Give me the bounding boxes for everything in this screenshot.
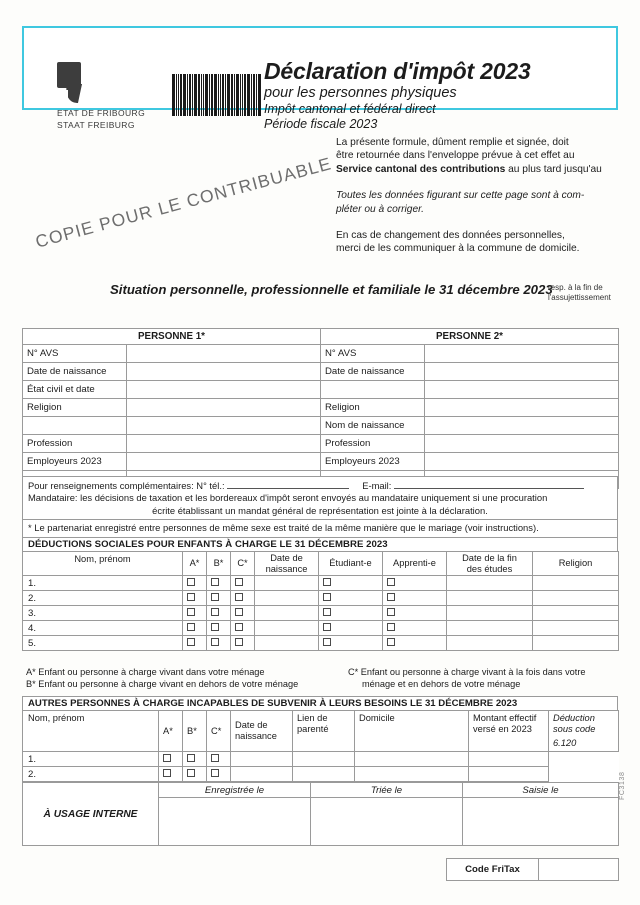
contact-line [28,479,612,492]
child-checkbox-a-1[interactable] [183,591,207,606]
au-header-rel-l2: parenté [297,724,329,734]
autres-relation-0[interactable] [293,752,355,767]
child-enddate-2[interactable] [447,606,533,621]
mandataire-line1: Mandataire: les décisions de taxation et les bordereaux d'impôt seront envoyés au mandataire uniquement si une procuration [28,492,548,504]
person1-label-6: Employeurs 2023 [23,453,127,471]
person2-label-3: Religion [321,399,425,417]
checkbox-icon[interactable] [187,608,195,616]
table-row [23,636,619,651]
intro-p1-l1: La présente formule, dûment remplie et signée, doit [336,137,569,148]
checkbox-icon[interactable] [323,578,331,586]
child-checkbox-student-0[interactable] [319,576,383,591]
persons-row [23,435,619,453]
ch-header-end-studies [447,552,533,576]
au-header-amount-l1: Montant effectif [473,713,537,723]
legend-left [26,666,298,691]
fritax-input[interactable] [539,859,619,881]
checkbox-icon[interactable] [211,608,219,616]
person1-label-1: Date de naissance [23,363,127,381]
partnership-footnote: * Le partenariat enregistré entre personnes de même sexe est traité de la même manière que le mariage (voir instructions). [23,520,618,537]
person2-field-0[interactable] [425,345,619,363]
child-checkbox-a-0[interactable] [183,576,207,591]
child-religion-2[interactable] [533,606,619,621]
person2-field-4[interactable] [425,417,619,435]
autres-checkbox-b-0[interactable] [183,752,207,767]
child-checkbox-b-3[interactable] [207,621,231,636]
checkbox-icon[interactable] [387,638,395,646]
child-row-number-1[interactable]: 2. [23,591,183,606]
logo-text-de: STAAT FREIBURG [57,120,135,130]
intro-p2-l1: Toutes les données figurant sur cette page sont à com- [336,190,585,202]
checkbox-icon[interactable] [323,623,331,631]
internal-col-entered: Saisie le [463,783,619,798]
child-checkbox-apprentice-1[interactable] [383,591,447,606]
person1-field-2[interactable] [127,381,321,399]
persons-row [23,417,619,435]
person1-field-6[interactable] [127,453,321,471]
person1-field-5[interactable] [127,435,321,453]
person2-label-0: N° AVS [321,345,425,363]
person1-label-3: Religion [23,399,127,417]
person1-field-1[interactable] [127,363,321,381]
checkbox-icon[interactable] [163,754,171,762]
persons-header-row [23,329,619,345]
notes-cell [23,477,618,520]
autres-birthdate-1[interactable] [231,767,293,782]
legend-right [348,666,586,691]
checkbox-icon[interactable] [235,578,243,586]
intro-p1-l3 [336,163,624,176]
table-row [23,767,619,782]
child-religion-4[interactable] [533,636,619,651]
au-header-rel-l1: Lien de [297,713,328,723]
mandataire-line2: écrite établissant un mandat général de représentation est jointe à la déclaration. [152,504,488,516]
person2-header: PERSONNE 2* [321,329,619,345]
persons-row [23,453,619,471]
child-enddate-1[interactable] [447,591,533,606]
autres-checkbox-a-1[interactable] [159,767,183,782]
contact-notes-block [22,476,618,538]
checkbox-icon[interactable] [211,578,219,586]
au-header-domicile: Domicile [355,711,469,752]
person2-field-1[interactable] [425,363,619,381]
section-note-l2: l'assujettissement [548,292,611,302]
child-checkbox-c-2[interactable] [231,606,255,621]
persons-row [23,381,619,399]
child-birthdate-2[interactable] [255,606,319,621]
checkbox-icon[interactable] [235,608,243,616]
au-header-c: C* [207,711,231,752]
person1-label-4 [23,417,127,435]
child-checkbox-c-0[interactable] [231,576,255,591]
autres-table [22,710,619,782]
checkbox-icon[interactable] [163,769,171,777]
header-titles [264,58,531,132]
checkbox-icon[interactable] [187,638,195,646]
barcode [172,74,262,116]
child-enddate-3[interactable] [447,621,533,636]
persons-row [23,399,619,417]
child-birthdate-3[interactable] [255,621,319,636]
checkbox-icon[interactable] [211,623,219,631]
child-checkbox-student-2[interactable] [319,606,383,621]
intro-p3-l2: merci de les communiquer à la commune de domicile. [336,243,580,255]
autres-birthdate-0[interactable] [231,752,293,767]
autres-domicile-1[interactable] [355,767,469,782]
au-header-amount [469,711,549,752]
email-label: E-mail: [362,480,392,491]
child-birthdate-0[interactable] [255,576,319,591]
internal-field-registered[interactable] [159,798,311,846]
person2-field-3[interactable] [425,399,619,417]
ch-header-birth-l2: naissance [265,563,308,574]
page-title: Déclaration d'impôt 2023 [264,58,531,84]
au-header-a: A* [159,711,183,752]
checkbox-icon[interactable] [323,593,331,601]
ch-header-religion: Religion [533,552,619,576]
child-checkbox-student-4[interactable] [319,636,383,651]
ch-header-birth-l1: Date de [270,552,303,563]
child-checkbox-apprentice-0[interactable] [383,576,447,591]
internal-field-sorted[interactable] [311,798,463,846]
autres-row-number-0[interactable]: 1. [23,752,159,767]
phone-input[interactable] [227,479,349,489]
child-checkbox-student-1[interactable] [319,591,383,606]
checkbox-icon[interactable] [211,593,219,601]
checkbox-icon[interactable] [187,623,195,631]
autres-relation-1[interactable] [293,767,355,782]
child-checkbox-b-1[interactable] [207,591,231,606]
autres-section-title: AUTRES PERSONNES À CHARGE INCAPABLES DE SUBVENIR À LEURS BESOINS LE 31 DÉCEMBRE 2023 [23,697,618,711]
autres-row-number-1[interactable]: 2. [23,767,159,782]
deduction-l2: sous code [553,724,596,734]
child-row-number-3[interactable]: 4. [23,621,183,636]
table-row [23,752,619,767]
checkbox-icon[interactable] [387,608,395,616]
internal-col-sorted: Triée le [311,783,463,798]
child-birthdate-4[interactable] [255,636,319,651]
header-banner [22,26,618,131]
autres-section-header [22,696,618,711]
children-section-title: DÉDUCTIONS SOCIALES POUR ENFANTS À CHARGE LE 31 DÉCEMBRE 2023 [23,538,618,552]
phone-label: Pour renseignements complémentaires: N° tél.: [28,480,225,491]
person2-label-6: Employeurs 2023 [321,453,425,471]
intro-p1-l3-rest: au plus tard jusqu'au [505,163,602,175]
children-section-header [22,537,618,552]
section-note [548,283,638,302]
child-religion-3[interactable] [533,621,619,636]
person2-label-5: Profession [321,435,425,453]
logo-text-fr: ETAT DE FRIBOURG [57,108,146,118]
table-row [23,606,619,621]
checkbox-icon[interactable] [387,593,395,601]
children-table [22,551,619,651]
person1-label-0: N° AVS [23,345,127,363]
person2-label-4: Nom de naissance [321,417,425,435]
ch-header-birth [255,552,319,576]
child-enddate-0[interactable] [447,576,533,591]
intro-text [336,136,624,256]
ch-header-end-l2: des études [466,563,513,574]
autres-amount-0[interactable] [469,752,549,767]
child-religion-0[interactable] [533,576,619,591]
checkbox-icon[interactable] [187,578,195,586]
autres-checkbox-a-0[interactable] [159,752,183,767]
service-name: Service cantonal des contributions [336,163,506,175]
deduction-code-cell [549,711,619,752]
au-header-b: B* [183,711,207,752]
intro-p2-l2: pléter ou à corriger. [336,203,424,215]
person1-field-4[interactable] [127,417,321,435]
au-header-relation [293,711,355,752]
person2-label-1: Date de naissance [321,363,425,381]
page-subtitle: pour les personnes physiques [264,85,457,101]
ch-header-student: Étudiant-e [319,552,383,576]
fritax-table [446,858,619,881]
autres-checkbox-b-1[interactable] [183,767,207,782]
checkbox-icon[interactable] [323,608,331,616]
section-title: Situation personnelle, professionnelle et familiale le 31 décembre 2023 [110,282,553,297]
checkbox-icon[interactable] [187,593,195,601]
table-row [23,591,619,606]
autres-amount-1[interactable] [469,767,549,782]
deduction-l3: 6.120 [553,738,577,748]
child-checkbox-b-2[interactable] [207,606,231,621]
autres-domicile-0[interactable] [355,752,469,767]
au-header-birth-l2: naissance [235,731,277,741]
ch-header-apprentice: Apprenti-e [383,552,447,576]
child-checkbox-apprentice-3[interactable] [383,621,447,636]
copy-stamp: COPIE POUR LE CONTRIBUABLE [33,153,334,252]
deduction-l1: Déduction [553,713,595,723]
child-birthdate-1[interactable] [255,591,319,606]
persons-row [23,363,619,381]
ch-header-c: C* [231,552,255,576]
checkbox-icon[interactable] [387,623,395,631]
fritax-label: Code FriTax [447,859,539,881]
ch-header-end-l1: Date de la fin [462,552,517,563]
fiscal-period-line: Période fiscale 2023 [264,117,378,131]
ch-header-a: A* [183,552,207,576]
person1-header: PERSONNE 1* [23,329,321,345]
intro-p3-l1: En cas de changement des données personnelles, [336,230,565,242]
person2-field-6[interactable] [425,453,619,471]
child-enddate-4[interactable] [447,636,533,651]
checkbox-icon[interactable] [187,769,195,777]
child-checkbox-apprentice-4[interactable] [383,636,447,651]
child-checkbox-a-3[interactable] [183,621,207,636]
child-checkbox-student-3[interactable] [319,621,383,636]
checkbox-icon[interactable] [323,638,331,646]
person2-field-5[interactable] [425,435,619,453]
table-row [23,621,619,636]
autres-checkbox-c-1[interactable] [207,767,231,782]
form-code: FC3138 [619,771,626,800]
person1-field-0[interactable] [127,345,321,363]
internal-field-entered[interactable] [463,798,619,846]
comma-logo-icon [57,62,83,102]
child-checkbox-apprentice-2[interactable] [383,606,447,621]
ch-header-b: B* [207,552,231,576]
child-row-number-0[interactable]: 1. [23,576,183,591]
persons-row [23,345,619,363]
checkbox-icon[interactable] [235,593,243,601]
checkbox-icon[interactable] [211,754,219,762]
person1-field-3[interactable] [127,399,321,417]
email-input[interactable] [394,479,584,489]
child-checkbox-a-4[interactable] [183,636,207,651]
tax-type-line: Impôt cantonal et fédéral direct [264,102,436,116]
child-religion-1[interactable] [533,591,619,606]
child-checkbox-b-4[interactable] [207,636,231,651]
au-header-birth [231,711,293,752]
checkbox-icon[interactable] [211,638,219,646]
child-checkbox-c-1[interactable] [231,591,255,606]
ch-header-name: Nom, prénom [23,552,183,576]
person2-field-2[interactable] [425,381,619,399]
person1-label-5: Profession [23,435,127,453]
checkbox-icon[interactable] [235,623,243,631]
internal-use-label: À USAGE INTERNE [23,783,159,846]
child-row-number-2[interactable]: 3. [23,606,183,621]
child-checkbox-a-2[interactable] [183,606,207,621]
person2-label-2 [321,381,425,399]
au-header-name: Nom, prénom [23,711,159,752]
section-note-l1: resp. à la fin de [548,283,603,292]
internal-use-table [22,782,619,846]
intro-p1-l2: être retournée dans l'enveloppe prévue à cet effet au [336,150,575,162]
child-checkbox-c-4[interactable] [231,636,255,651]
legend-b: B* Enfant ou personne à charge vivant en dehors de votre ménage [26,679,299,690]
child-checkbox-b-0[interactable] [207,576,231,591]
checkbox-icon[interactable] [211,769,219,777]
legend-c-l2: ménage et en dehors de votre ménage [362,679,521,690]
checkbox-icon[interactable] [235,638,243,646]
internal-col-registered: Enregistrée le [159,783,311,798]
legend-c-l1: C* Enfant ou personne à charge vivant à la fois dans votre [348,667,586,677]
fribourg-logo [57,62,167,131]
au-header-amount-l2: versé en 2023 [473,724,532,734]
table-row [23,576,619,591]
person1-label-2: État civil et date [23,381,127,399]
child-checkbox-c-3[interactable] [231,621,255,636]
au-header-birth-l1: Date de [235,720,268,730]
checkbox-icon[interactable] [187,754,195,762]
legend-a: A* Enfant ou personne à charge vivant dans votre ménage [26,667,265,677]
child-row-number-4[interactable]: 5. [23,636,183,651]
checkbox-icon[interactable] [387,578,395,586]
autres-checkbox-c-0[interactable] [207,752,231,767]
persons-table [22,328,619,489]
